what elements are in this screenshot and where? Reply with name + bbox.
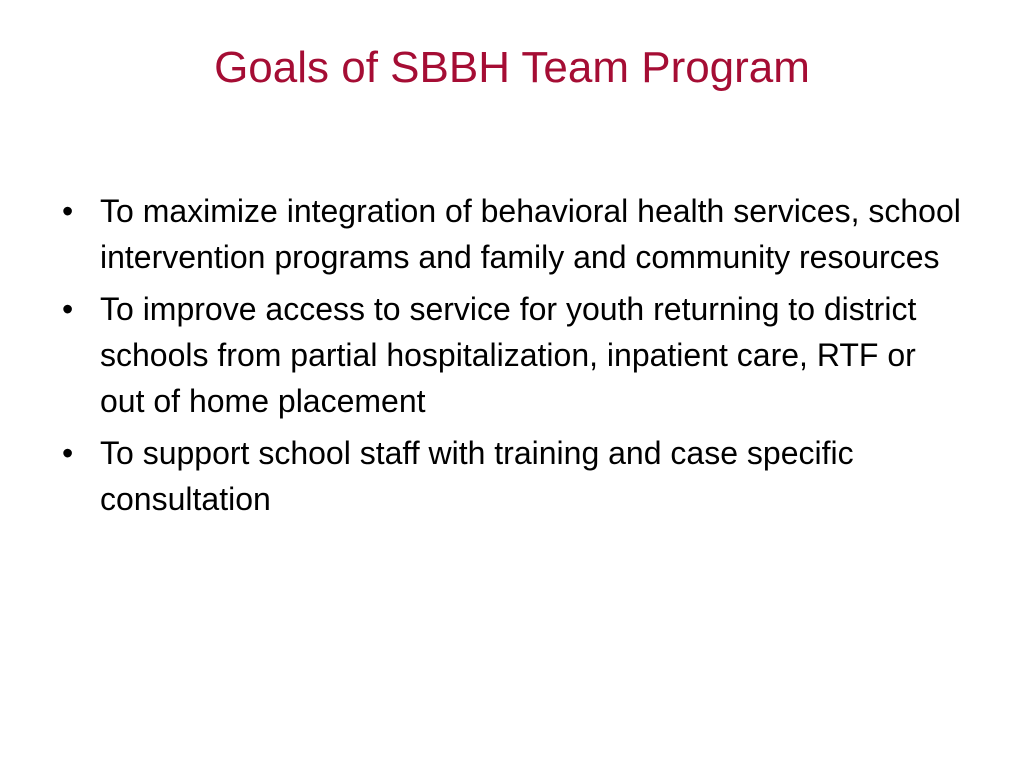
slide-title: Goals of SBBH Team Program [214,43,810,92]
bullet-list [62,188,962,528]
bullet-item [62,286,962,424]
bullet-icon: • [62,435,74,471]
bullet-text: To support school staff with training and case specific consultation [100,435,854,517]
bullet-icon: • [62,193,74,229]
bullet-item [62,430,962,522]
bullet-text: To maximize integration of behavioral health services, school intervention programs and family and community resources [100,193,961,275]
bullet-item [62,188,962,280]
bullet-icon: • [62,291,74,327]
bullet-text: To improve access to service for youth returning to district schools from partial hospitalization, inpatient care, RTF or out of home placement [100,291,917,419]
